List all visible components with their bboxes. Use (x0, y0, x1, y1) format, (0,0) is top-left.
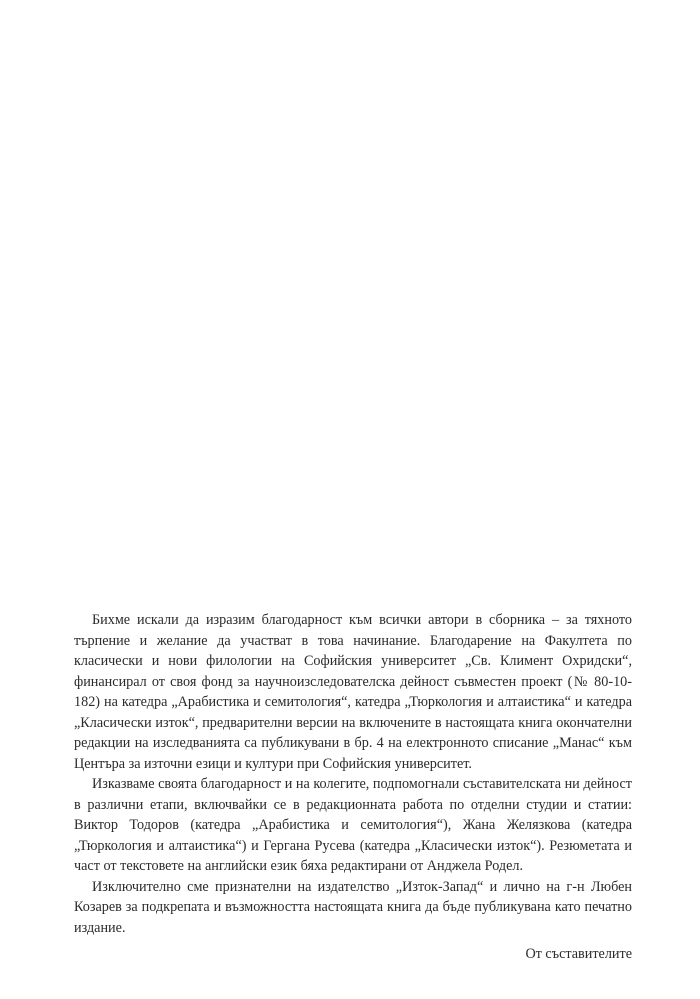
paragraph-gratitude-authors: Бихме искали да изразим благодарност към всички автори в сборника – за тяхното търпение и желание да участват в това начинание. Благодарение на Факултета по класически и нови филологии на Софийския университет „Св. Климент Охридски“, финансирал от своя фонд за научноизследователска дейност съвместен проект (№ 80-10-182) на катедра „Арабистика и семитология“, катедра „Тюркология и алтаистика“ и катедра „Класически изток“, предварителни версии на включените в настоящата книга окончателни редакции на изследванията са публикувани в бр. 4 на електронното списание „Манас“ към Центъра за източни езици и култури при Софийския университет. (74, 612, 632, 772)
signature-compilers: От съставителите (525, 946, 632, 962)
paragraph-gratitude-colleagues: Изказваме своята благодарност и на колегите, подпомогнали съставителската ни дейност в различни етапи, включвайки се в редакционната работа по отделни студии и статии: Виктор Тодоров (катедра „Арабистика и семитология“), Жана Желязкова (катедра „Тюркология и алтаистика“) и Гергана Русева (катедра „Класически изток“). Резюметата и част от текстовете на английски език бяха редактирани от Анджела Родел. (74, 776, 632, 874)
paragraph-gratitude-publisher: Изключително сме признателни на издателство „Изток-Запад“ и лично на г-н Любен Козарев за подкрепата и възможността настоящата книга да бъде публикувана като печатно издание. (74, 878, 632, 936)
acknowledgements-section (74, 610, 632, 965)
